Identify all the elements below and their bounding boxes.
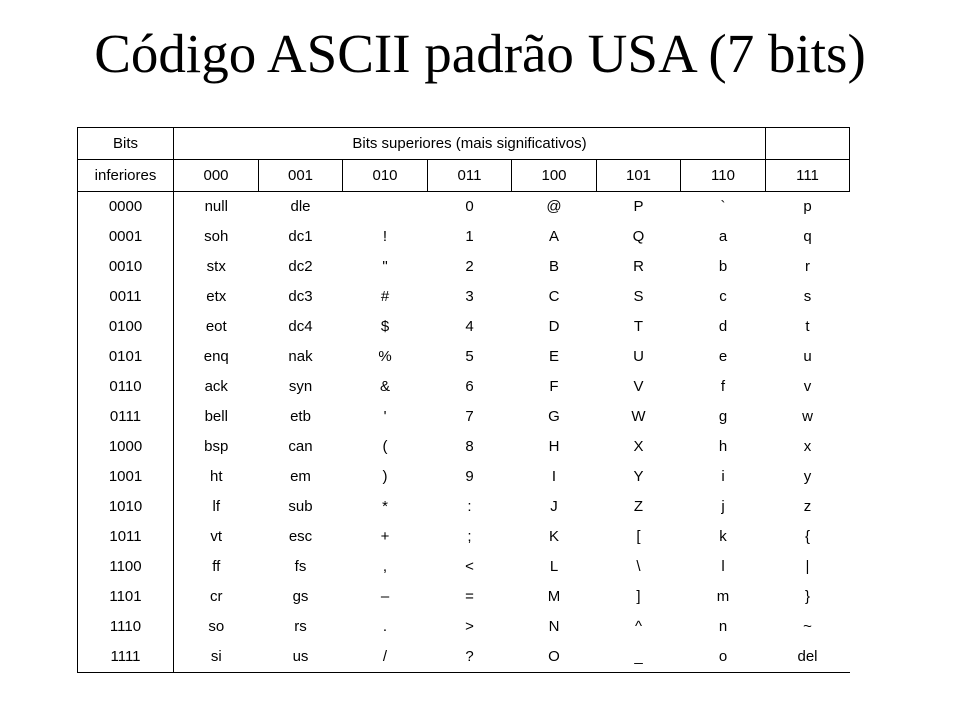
char-cell: { bbox=[804, 528, 810, 545]
char-cell: . bbox=[382, 618, 388, 635]
char-cell: _ bbox=[597, 642, 681, 673]
char-cell: ? bbox=[428, 642, 512, 673]
upper-col-header: 001 bbox=[259, 160, 343, 192]
char-cell: Y bbox=[633, 468, 644, 485]
char-cell: V bbox=[633, 378, 644, 395]
char-cell: 5 bbox=[465, 348, 474, 365]
char-cell: cr bbox=[210, 588, 223, 605]
lower-bits-cell: 0010 bbox=[78, 252, 174, 282]
char-cell: ! bbox=[382, 228, 388, 245]
lower-bits-cell: 0000 bbox=[78, 192, 174, 223]
char-cell: 0 bbox=[465, 198, 474, 215]
char-cell: c bbox=[719, 288, 727, 305]
char-cell: k bbox=[719, 528, 727, 545]
char-cell: ff bbox=[212, 558, 221, 575]
upper-col-header: 000 bbox=[174, 160, 259, 192]
char-cell: w bbox=[802, 408, 813, 425]
upper-col-header: 110 bbox=[681, 160, 766, 192]
char-cell: : bbox=[467, 498, 472, 515]
char-cell: e bbox=[718, 348, 728, 365]
char-cell: etb bbox=[290, 408, 311, 425]
char-cell: 1 bbox=[465, 228, 474, 245]
char-cell: | bbox=[805, 558, 810, 575]
char-cell: @ bbox=[546, 198, 562, 215]
char-cell: fs bbox=[294, 558, 307, 575]
char-cell: / bbox=[343, 642, 428, 673]
char-cell: h bbox=[718, 438, 728, 455]
upper-col-header: 011 bbox=[428, 160, 512, 192]
lower-bits-cell: 0110 bbox=[78, 372, 174, 402]
char-cell: z bbox=[803, 498, 812, 515]
char-cell: can bbox=[288, 438, 313, 455]
char-cell: soh bbox=[204, 228, 229, 245]
char-cell: N bbox=[548, 618, 560, 635]
char-cell: O bbox=[512, 642, 597, 673]
char-cell: g bbox=[718, 408, 728, 425]
char-cell: a bbox=[718, 228, 728, 245]
table-row bbox=[78, 402, 850, 432]
char-cell: bell bbox=[204, 408, 228, 425]
char-cell: ^ bbox=[634, 618, 643, 635]
lower-bits-cell: 1111 bbox=[78, 642, 174, 673]
char-cell: r bbox=[805, 258, 810, 275]
char-cell: t bbox=[805, 318, 810, 335]
lower-bits-cell: 1010 bbox=[78, 492, 174, 522]
char-cell: em bbox=[290, 468, 311, 485]
char-cell: ` bbox=[720, 198, 726, 215]
char-cell: dc3 bbox=[288, 288, 313, 305]
char-cell: E bbox=[548, 348, 559, 365]
char-cell: gs bbox=[292, 588, 309, 605]
table-row bbox=[78, 492, 850, 522]
char-cell: ht bbox=[209, 468, 223, 485]
char-cell: d bbox=[718, 318, 728, 335]
char-cell: D bbox=[548, 318, 560, 335]
char-cell: ~ bbox=[803, 618, 812, 635]
upper-col-header: 010 bbox=[343, 160, 428, 192]
char-cell: j bbox=[721, 498, 725, 515]
char-cell: \ bbox=[636, 558, 641, 575]
table-row bbox=[78, 252, 850, 282]
char-cell: dc2 bbox=[288, 258, 313, 275]
upper-col-header: 101 bbox=[597, 160, 681, 192]
table-row bbox=[78, 432, 850, 462]
lower-bits-cell: 1000 bbox=[78, 432, 174, 462]
char-cell: H bbox=[548, 438, 560, 455]
char-cell: o bbox=[681, 642, 766, 673]
char-cell: eot bbox=[205, 318, 227, 335]
char-cell: $ bbox=[380, 318, 390, 335]
char-cell: ' bbox=[383, 408, 387, 425]
char-cell: etx bbox=[206, 288, 227, 305]
table-row bbox=[78, 372, 850, 402]
table-row bbox=[78, 342, 850, 372]
char-cell: dle bbox=[290, 198, 311, 215]
char-cell: L bbox=[549, 558, 559, 575]
char-cell: q bbox=[803, 228, 812, 245]
lower-bits-cell: 1100 bbox=[78, 552, 174, 582]
char-cell: U bbox=[633, 348, 644, 365]
char-cell: bsp bbox=[204, 438, 229, 455]
table-row bbox=[78, 462, 850, 492]
char-cell: nak bbox=[288, 348, 313, 365]
table-row bbox=[78, 612, 850, 642]
table-row bbox=[78, 522, 850, 552]
table-row bbox=[78, 282, 850, 312]
char-cell: S bbox=[633, 288, 644, 305]
char-cell: l bbox=[721, 558, 725, 575]
bits-header-cell: Bits bbox=[78, 128, 174, 160]
char-cell: si bbox=[174, 642, 259, 673]
char-cell: & bbox=[379, 378, 390, 395]
lower-bits-cell: 0001 bbox=[78, 222, 174, 252]
lower-bits-cell: 1101 bbox=[78, 582, 174, 612]
char-cell: v bbox=[803, 378, 812, 395]
char-cell: I bbox=[551, 468, 557, 485]
char-cell: rs bbox=[294, 618, 307, 635]
char-cell: p bbox=[803, 198, 812, 215]
char-cell: " bbox=[382, 258, 388, 275]
char-cell: dc1 bbox=[288, 228, 313, 245]
char-cell: * bbox=[382, 498, 388, 515]
char-cell: W bbox=[631, 408, 646, 425]
char-cell: J bbox=[550, 498, 558, 515]
table-row bbox=[78, 192, 850, 223]
char-cell: ( bbox=[382, 438, 388, 455]
char-cell: 9 bbox=[465, 468, 474, 485]
char-cell: del bbox=[766, 642, 850, 673]
table-row bbox=[78, 552, 850, 582]
lower-bits-cell: 0100 bbox=[78, 312, 174, 342]
char-cell: , bbox=[382, 558, 388, 575]
char-cell: x bbox=[803, 438, 812, 455]
lower-bits-cell: 1110 bbox=[78, 612, 174, 642]
upper-bits-header-cell: Bits superiores (mais significativos) bbox=[174, 128, 766, 160]
char-cell: A bbox=[548, 228, 559, 245]
char-cell: s bbox=[803, 288, 812, 305]
char-cell: B bbox=[548, 258, 559, 275]
char-cell: lf bbox=[212, 498, 220, 515]
char-cell: us bbox=[259, 642, 343, 673]
lower-bits-cell: 1001 bbox=[78, 462, 174, 492]
lower-bits-cell: 0011 bbox=[78, 282, 174, 312]
char-cell: C bbox=[548, 288, 560, 305]
char-cell: # bbox=[380, 288, 390, 305]
header-spacer-cell bbox=[766, 128, 850, 160]
char-cell: enq bbox=[203, 348, 229, 365]
char-cell: ; bbox=[467, 528, 472, 545]
char-cell: y bbox=[803, 468, 812, 485]
char-cell: = bbox=[465, 588, 474, 605]
char-cell: ) bbox=[382, 468, 388, 485]
char-cell: } bbox=[804, 588, 810, 605]
char-cell: f bbox=[720, 378, 726, 395]
char-cell: ack bbox=[204, 378, 228, 395]
char-cell: Q bbox=[632, 228, 645, 245]
char-cell: > bbox=[465, 618, 474, 635]
char-cell: null bbox=[204, 198, 228, 215]
char-cell: b bbox=[718, 258, 728, 275]
char-cell: M bbox=[547, 588, 561, 605]
table-row bbox=[78, 312, 850, 342]
char-cell: + bbox=[380, 528, 390, 545]
char-cell: n bbox=[718, 618, 728, 635]
upper-col-header: 111 bbox=[766, 160, 850, 192]
char-cell: 8 bbox=[465, 438, 474, 455]
char-cell: esc bbox=[288, 528, 313, 545]
char-cell: Z bbox=[633, 498, 644, 515]
ascii-table bbox=[77, 127, 850, 673]
page-title: Código ASCII padrão USA (7 bits) bbox=[94, 23, 866, 84]
char-cell: X bbox=[633, 438, 644, 455]
char-cell: T bbox=[633, 318, 644, 335]
char-cell: % bbox=[378, 348, 392, 365]
char-cell: R bbox=[633, 258, 644, 275]
char-cell: 7 bbox=[465, 408, 474, 425]
upper-col-header: 100 bbox=[512, 160, 597, 192]
lower-bits-cell: 0111 bbox=[78, 402, 174, 432]
char-cell: i bbox=[721, 468, 725, 485]
char-cell: F bbox=[549, 378, 559, 395]
lower-bits-header-cell: inferiores bbox=[78, 160, 174, 192]
char-cell: syn bbox=[288, 378, 313, 395]
char-cell: K bbox=[548, 528, 559, 545]
char-cell: ] bbox=[636, 588, 641, 605]
header-row-groups bbox=[78, 128, 850, 160]
char-cell: < bbox=[465, 558, 474, 575]
char-cell: dc4 bbox=[288, 318, 313, 335]
char-cell: 2 bbox=[465, 258, 474, 275]
char-cell: m bbox=[716, 588, 730, 605]
header-row-columns bbox=[78, 160, 850, 192]
char-cell: 6 bbox=[465, 378, 474, 395]
char-cell: vt bbox=[210, 528, 223, 545]
char-cell: stx bbox=[206, 258, 226, 275]
char-cell: P bbox=[633, 198, 644, 215]
char-cell: 4 bbox=[465, 318, 474, 335]
char-cell: [ bbox=[636, 528, 641, 545]
char-cell bbox=[343, 192, 428, 223]
table-row bbox=[78, 642, 850, 673]
char-cell: G bbox=[548, 408, 560, 425]
table-row bbox=[78, 582, 850, 612]
lower-bits-cell: 0101 bbox=[78, 342, 174, 372]
char-cell: u bbox=[803, 348, 812, 365]
char-cell: sub bbox=[288, 498, 313, 515]
char-cell: so bbox=[208, 618, 225, 635]
table-row bbox=[78, 222, 850, 252]
char-cell: 3 bbox=[465, 288, 474, 305]
char-cell: – bbox=[380, 588, 390, 605]
lower-bits-cell: 1011 bbox=[78, 522, 174, 552]
